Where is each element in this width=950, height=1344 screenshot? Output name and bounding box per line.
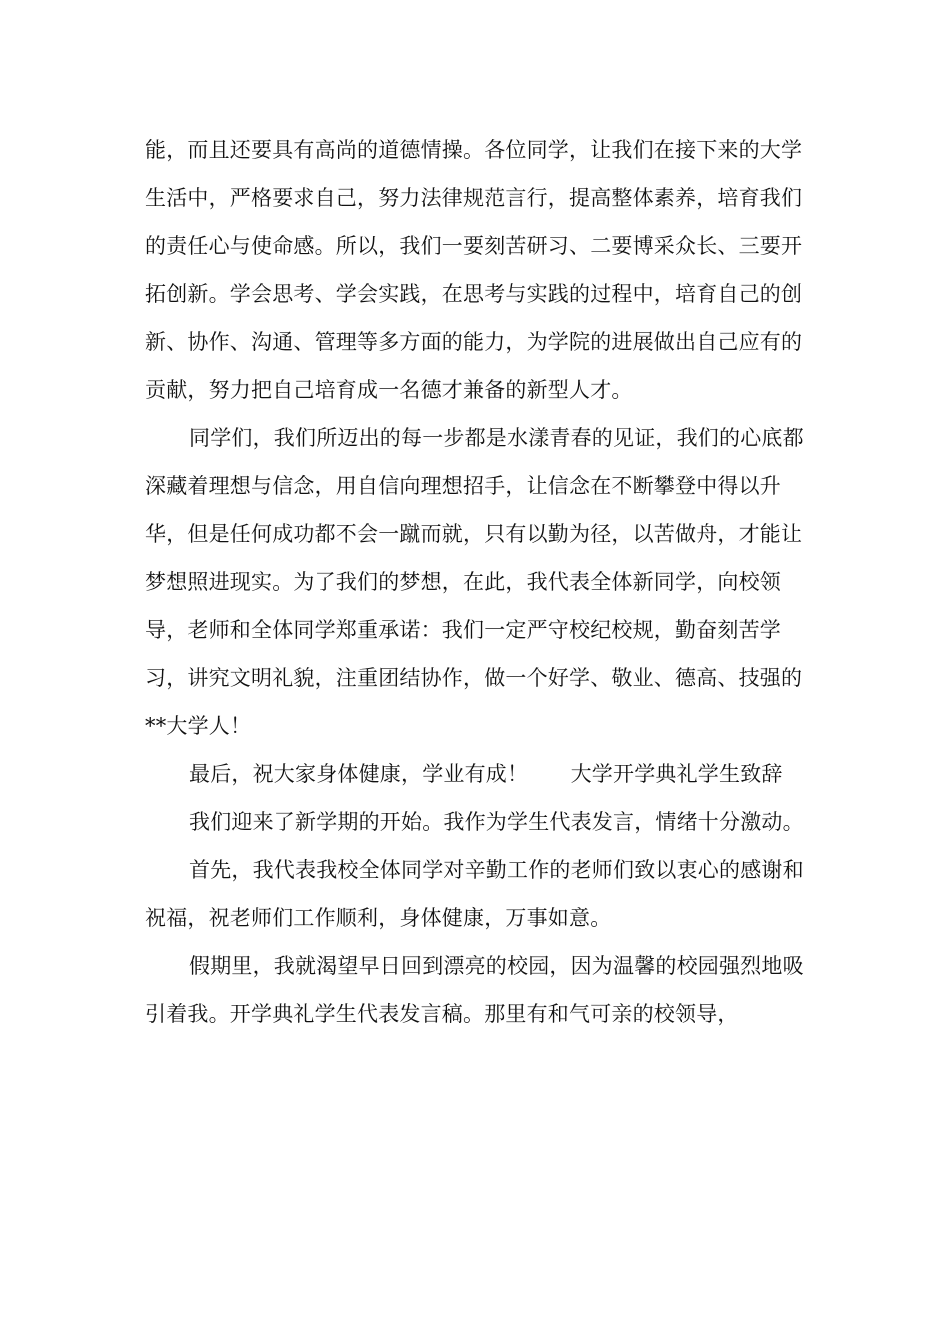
paragraph-3: 最后，祝大家身体健康，学业有成！ 大学开学典礼学生致辞 [189,762,783,786]
document-body [145,126,809,1038]
paragraph-6: 假期里，我就渴望早日回到漂亮的校园，因为温馨的校园强烈地吸引着我。开学典礼学生代表发言稿。那里有和气可亲的校领导， [145,954,804,1026]
paragraph-2: 同学们，我们所迈出的每一步都是水漾青春的见证，我们的心底都深藏着理想与信念，用自信向理想招手，让信念在不断攀登中得以升华，但是任何成功都不会一蹴而就，只有以勤为径，以苦做舟，才能让梦想照进现实。为了我们的梦想，在此，我代表全体新同学，向校领导，老师和全体同学郑重承诺：我们一定严守校纪校规，勤奋刻苦学习，讲究文明礼貌，注重团结协作，做一个好学、敬业、德高、技强的**大学人！ [145,426,804,738]
paragraph-5: 首先，我代表我校全体同学对辛勤工作的老师们致以衷心的感谢和祝福，祝老师们工作顺利，身体健康，万事如意。 [145,858,804,930]
paragraph-4: 我们迎来了新学期的开始。我作为学生代表发言，情绪十分激动。 [189,810,804,834]
paragraph-1: 能，而且还要具有高尚的道德情操。各位同学，让我们在接下来的大学生活中，严格要求自己，努力法律规范言行，提高整体素养，培育我们的责任心与使命感。所以，我们一要刻苦研习、二要博采众长、三要开拓创新。学会思考、学会实践，在思考与实践的过程中，培育自己的创新、协作、沟通、管理等多方面的能力，为学院的进展做出自己应有的贡献，努力把自己培育成一名德才兼备的新型人才。 [145,138,803,402]
